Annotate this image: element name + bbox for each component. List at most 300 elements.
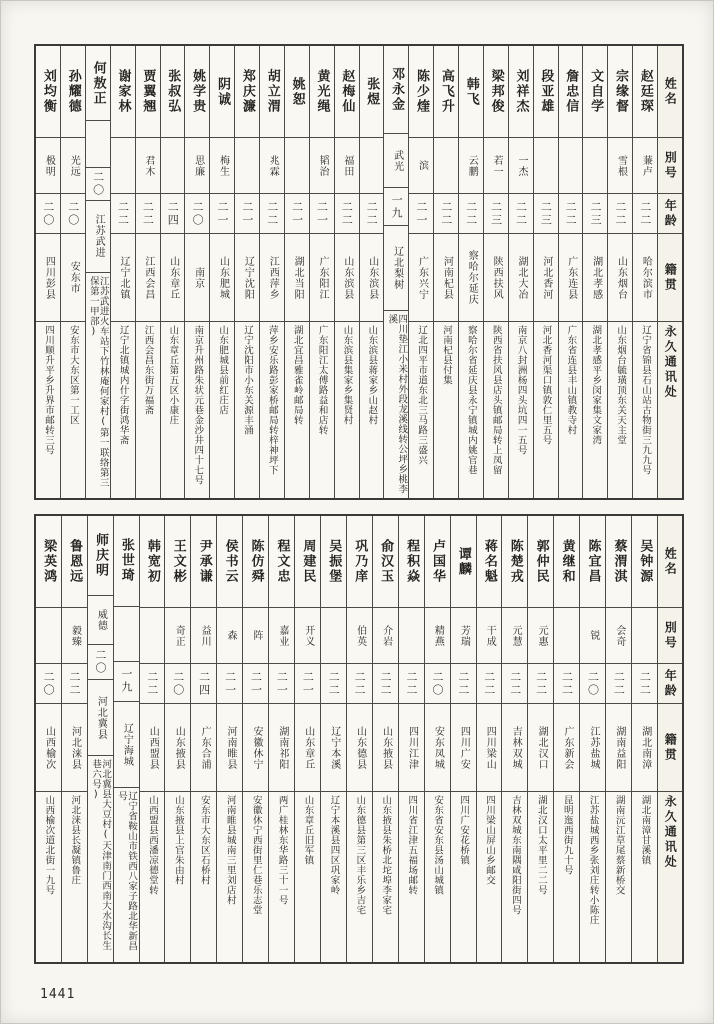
entry-origin-cell-text: 湖南益阳 xyxy=(613,725,625,770)
header-age-text: 年龄 xyxy=(663,668,678,699)
entry-name-cell xyxy=(451,516,476,608)
entry-address-cell-text: 辽宁北镇城内什字街鸿华斋 xyxy=(117,325,129,445)
entry-age-cell xyxy=(62,664,87,704)
entry-origin-cell xyxy=(136,234,160,322)
entry-column xyxy=(335,46,360,498)
entry-age-cell xyxy=(269,664,294,704)
entry-name-cell-text: 张世琦 xyxy=(118,538,134,584)
entry-column xyxy=(36,516,62,962)
entry-origin-cell-text: 湖北汉口 xyxy=(536,725,548,770)
entry-alias-cell-text: 元惠 xyxy=(536,624,548,647)
entry-column xyxy=(554,516,580,962)
entry-address-cell xyxy=(88,756,113,962)
entry-alias-cell-text: 威德 xyxy=(95,608,107,631)
header-address xyxy=(658,792,682,962)
header-age xyxy=(658,664,682,704)
entry-age-cell xyxy=(191,664,216,704)
entry-name-cell-text: 段亚雄 xyxy=(538,69,554,114)
entry-age-cell-text: 二二 xyxy=(514,200,528,227)
entry-alias-cell-text: 嘉业 xyxy=(276,624,288,647)
entry-address-cell-text: 四川垫江小米村外段龙溪线转公坪乡桃李溪 xyxy=(386,313,408,494)
entry-origin-cell-text: 河北涞县 xyxy=(69,725,81,770)
entry-origin-cell xyxy=(269,704,294,792)
entry-name-cell xyxy=(425,516,450,608)
entry-address-cell xyxy=(217,792,242,962)
entry-address-cell-text: 昆明迤西街九十号 xyxy=(561,795,573,875)
entry-name-cell xyxy=(502,516,527,608)
entry-origin-cell xyxy=(295,704,320,792)
entry-alias-cell xyxy=(384,134,408,188)
entry-address-cell-text: 江西会昌东街万福斋 xyxy=(142,325,154,415)
entry-alias-cell xyxy=(321,608,346,664)
entry-address-cell-text: 河南睢县城南三里刘店村 xyxy=(224,795,236,905)
entry-origin-cell xyxy=(384,226,408,310)
entry-age-cell-text: 二二 xyxy=(482,670,496,697)
entry-address-cell-text: 四川顺升平乡升界市邮转三号 xyxy=(43,325,55,455)
entry-origin-cell xyxy=(528,704,553,792)
entry-alias-cell-text: 兆霖 xyxy=(267,154,279,177)
entry-origin-cell-text: 陕西扶风 xyxy=(491,255,503,300)
entry-column xyxy=(459,46,484,498)
entry-origin-cell-text: 江西会昌 xyxy=(142,255,154,300)
entry-alias-cell-text: 滨 xyxy=(416,160,428,171)
entry-address-cell-text: 两广桂林东华路三十一号 xyxy=(276,795,288,905)
entry-address-cell-text: 陕西省扶风县店头镇邮局转上凤留 xyxy=(490,325,502,475)
entry-address-cell-text: 察哈尔省延庆县永宁镇城内姚官巷 xyxy=(465,325,477,475)
entry-address-cell xyxy=(61,322,85,498)
entry-age-cell-text: 二二 xyxy=(638,670,652,697)
entry-alias-cell xyxy=(347,608,372,664)
entry-age-cell-text: 二一 xyxy=(249,670,263,697)
entry-name-cell xyxy=(61,46,85,138)
entry-age-cell xyxy=(554,664,579,704)
entry-alias-cell-text: 元慧 xyxy=(510,624,522,647)
entry-origin-cell-text: 广东新会 xyxy=(562,725,574,770)
entry-alias-cell xyxy=(360,138,384,194)
entry-age-cell-text: 二二 xyxy=(327,670,341,697)
entry-origin-cell-text: 辽北梨树 xyxy=(391,246,403,291)
entry-address-cell xyxy=(285,322,309,498)
entry-origin-cell-text: 辽宁海城 xyxy=(121,722,133,767)
entry-age-cell-text: 二二 xyxy=(145,670,159,697)
entry-age-cell-text: 一九 xyxy=(119,668,133,695)
entry-origin-cell-text: 湖北南漳 xyxy=(639,725,651,770)
entry-origin-cell-text: 辽宁北镇 xyxy=(117,255,129,300)
entry-address-cell-text: 辽宁本溪县四区巩家岭 xyxy=(328,795,340,895)
entry-address-cell-text: 湖北孝感平乡闵家集文家湾 xyxy=(590,325,602,445)
entry-column xyxy=(451,516,477,962)
entry-origin-cell xyxy=(509,234,533,322)
entry-alias-cell xyxy=(235,138,259,194)
entry-age-cell xyxy=(451,664,476,704)
entry-age-cell-text: 二二 xyxy=(534,670,548,697)
entry-alias-cell xyxy=(61,138,85,194)
entry-origin-cell-text: 江苏武进 xyxy=(93,214,105,259)
entry-column xyxy=(243,516,269,962)
entry-origin-cell-text: 湖北当阳 xyxy=(292,255,304,300)
entry-address-cell xyxy=(335,322,359,498)
entry-alias-cell xyxy=(210,138,234,194)
entry-column xyxy=(191,516,217,962)
entry-address-cell xyxy=(36,792,61,962)
header-column xyxy=(658,516,682,962)
entry-name-cell xyxy=(409,46,433,138)
entry-age-cell-text: 二二 xyxy=(638,200,652,227)
entry-address-cell-text: 河北冀县大豆村(天津南门西南大水沟长生巷六号) xyxy=(90,759,112,951)
entry-origin-cell xyxy=(285,234,309,322)
entry-name-cell xyxy=(484,46,508,138)
header-address-text: 永久通讯处 xyxy=(663,325,678,400)
entry-name-cell-text: 韩飞 xyxy=(463,76,479,107)
header-origin-text: 籍贯 xyxy=(663,732,678,763)
entry-address-cell xyxy=(295,792,320,962)
entry-origin-cell xyxy=(477,704,502,792)
entry-name-cell-text: 文自学 xyxy=(588,69,604,114)
entry-alias-cell xyxy=(191,608,216,664)
entry-alias-cell xyxy=(217,608,242,664)
entry-alias-cell xyxy=(295,608,320,664)
entry-origin-cell xyxy=(580,704,605,792)
entry-address-cell xyxy=(360,322,384,498)
entry-name-cell-text: 谢家林 xyxy=(115,69,131,114)
entry-age-cell-text: 二四 xyxy=(166,200,180,227)
entry-alias-cell-text: 福田 xyxy=(341,154,353,177)
entry-name-cell xyxy=(165,516,190,608)
entry-name-cell xyxy=(583,46,607,138)
entry-age-cell-text: 二〇 xyxy=(93,648,107,675)
entry-address-cell-text: 山东滨县集家乡集贤村 xyxy=(341,325,353,425)
entry-alias-cell-text: 精燕 xyxy=(432,624,444,647)
entry-age-cell xyxy=(399,664,424,704)
entry-column xyxy=(285,46,310,498)
entry-column xyxy=(559,46,584,498)
entry-alias-cell xyxy=(36,138,60,194)
entry-age-cell xyxy=(235,194,259,234)
entry-origin-cell xyxy=(484,234,508,322)
entry-age-cell xyxy=(210,194,234,234)
entry-column xyxy=(165,516,191,962)
entry-address-cell xyxy=(111,322,135,498)
entry-column xyxy=(86,46,111,498)
entry-age-cell-text: 二〇 xyxy=(66,200,80,227)
entry-name-cell-text: 韩宽初 xyxy=(144,539,160,584)
header-alias-text: 別号 xyxy=(663,150,678,181)
entry-origin-cell xyxy=(335,234,359,322)
entry-age-cell xyxy=(335,194,359,234)
entry-address-cell-text: 山东章丘旧军镇 xyxy=(302,795,314,865)
entry-alias-cell-text: 奇正 xyxy=(173,624,185,647)
entry-origin-cell xyxy=(559,234,583,322)
entry-origin-cell-text: 吉林双城 xyxy=(510,725,522,770)
entry-age-cell-text: 二二 xyxy=(405,670,419,697)
entry-alias-cell xyxy=(451,608,476,664)
entry-origin-cell xyxy=(111,234,135,322)
entry-address-cell-text: 辽宁省鞍山市铁西八家子路北华新昌号 xyxy=(116,791,138,952)
entry-alias-cell xyxy=(140,608,165,664)
entry-age-cell xyxy=(36,194,60,234)
entry-age-cell xyxy=(502,664,527,704)
entry-age-cell xyxy=(86,168,110,201)
entry-alias-cell xyxy=(477,608,502,664)
entry-origin-cell xyxy=(360,234,384,322)
entry-age-cell xyxy=(360,194,384,234)
header-origin-text: 籍贯 xyxy=(663,262,678,293)
entry-address-cell xyxy=(409,322,433,498)
entry-address-cell xyxy=(608,322,632,498)
entry-name-cell xyxy=(217,516,242,608)
entry-address-cell-text: 安东省安东县汤山城镇 xyxy=(432,795,444,895)
entry-name-cell-text: 何敖正 xyxy=(90,60,106,106)
entry-origin-cell-text: 河南睢县 xyxy=(225,725,237,770)
entry-name-cell xyxy=(86,46,110,121)
entry-name-cell-text: 侯书云 xyxy=(222,539,238,584)
entry-name-cell-text: 赵廷琛 xyxy=(637,69,653,114)
header-alias-text: 別号 xyxy=(663,620,678,651)
entry-column xyxy=(161,46,186,498)
entry-address-cell-text: 安东市大东区石桥村 xyxy=(198,795,210,885)
entry-origin-cell-text: 山东滨县 xyxy=(366,255,378,300)
entry-origin-cell xyxy=(62,704,87,792)
entry-alias-cell xyxy=(425,608,450,664)
entry-name-cell xyxy=(114,516,139,607)
entry-column xyxy=(217,516,243,962)
entry-alias-cell-text: 武光 xyxy=(391,149,403,172)
entry-name-cell xyxy=(111,46,135,138)
entry-address-cell-text: 山东德县第三区丰乐乡吉宅 xyxy=(354,795,366,915)
entry-address-cell xyxy=(36,322,60,498)
entry-alias-cell xyxy=(136,138,160,194)
entry-address-cell xyxy=(243,792,268,962)
entry-name-cell-text: 卢国华 xyxy=(429,539,445,584)
entry-name-cell-text: 邓永金 xyxy=(389,67,405,113)
entry-origin-cell-text: 广东合浦 xyxy=(199,725,211,770)
entry-address-cell-text: 河北涞县长凝镇鲁庄 xyxy=(69,795,81,885)
entry-name-cell-text: 谭麟 xyxy=(455,546,471,577)
entry-address-cell xyxy=(140,792,165,962)
entry-age-cell xyxy=(285,194,309,234)
entry-alias-cell xyxy=(62,608,87,664)
entry-column xyxy=(528,516,554,962)
entry-age-cell-text: 二一 xyxy=(301,670,315,697)
entry-alias-cell xyxy=(260,138,284,194)
header-address-text: 永久通讯处 xyxy=(663,795,678,870)
entry-name-cell-text: 俞汉玉 xyxy=(378,539,394,584)
entry-name-cell xyxy=(509,46,533,138)
entry-age-cell xyxy=(580,664,605,704)
entry-alias-cell xyxy=(608,138,632,194)
entry-address-cell-text: 山西榆次道北街一九号 xyxy=(43,795,55,895)
entry-address-cell xyxy=(347,792,372,962)
entry-alias-cell-text: 锐 xyxy=(587,630,599,641)
entry-age-cell-text: 二〇 xyxy=(191,200,205,227)
entry-address-cell xyxy=(484,322,508,498)
entry-name-cell xyxy=(36,46,60,138)
entry-origin-cell xyxy=(434,234,458,322)
entry-age-cell xyxy=(632,664,657,704)
header-age-text: 年龄 xyxy=(663,198,678,229)
entry-address-cell-text: 湖北南漳甘溪镇 xyxy=(639,795,651,865)
header-alias xyxy=(658,138,682,194)
entry-age-cell-text: 二二 xyxy=(340,200,354,227)
entry-age-cell-text: 一九 xyxy=(390,193,404,220)
entry-address-cell xyxy=(235,322,259,498)
entry-alias-cell xyxy=(243,608,268,664)
entry-address-cell-text: 南京升州路朱状元巷金沙井四十七号 xyxy=(192,325,204,485)
entry-alias-cell xyxy=(285,138,309,194)
entry-age-cell xyxy=(136,194,160,234)
entry-origin-cell xyxy=(36,234,60,322)
entry-column xyxy=(210,46,235,498)
entry-age-cell xyxy=(484,194,508,234)
entry-origin-cell xyxy=(459,234,483,322)
entry-alias-cell xyxy=(633,138,657,194)
entry-age-cell xyxy=(61,194,85,234)
entry-name-cell-text: 郭仲民 xyxy=(533,539,549,584)
entry-name-cell-text: 蔡渭淇 xyxy=(611,539,627,584)
entry-age-cell xyxy=(161,194,185,234)
entry-address-cell-text: 江苏武进火车站下竹林庵何家村(第一联络第三保第一甲部) xyxy=(87,275,109,488)
entry-origin-cell-text: 安徽休宁 xyxy=(250,725,262,770)
entry-name-cell xyxy=(608,46,632,138)
entry-address-cell xyxy=(451,792,476,962)
entry-origin-cell-text: 四川江津 xyxy=(406,725,418,770)
entry-origin-cell-text: 山西盟县 xyxy=(147,725,159,770)
entry-address-cell-text: 江苏盐城西乡张刘庄转小陈庄 xyxy=(587,795,599,925)
entry-origin-cell-text: 安东市 xyxy=(68,261,80,294)
entry-alias-cell xyxy=(632,608,657,664)
entry-name-cell xyxy=(360,46,384,138)
header-address xyxy=(658,322,682,498)
entry-name-cell-text: 吴振堡 xyxy=(326,539,342,584)
entry-name-cell xyxy=(136,46,160,138)
entry-origin-cell xyxy=(61,234,85,322)
entry-origin-cell-text: 广东阳江 xyxy=(316,255,328,300)
entry-column xyxy=(321,516,347,962)
entry-name-cell-text: 黄光绳 xyxy=(314,69,330,114)
entry-origin-cell xyxy=(185,234,209,322)
entry-origin-cell-text: 安东凤城 xyxy=(432,725,444,770)
entry-name-cell xyxy=(528,516,553,608)
entry-alias-cell-text: 森 xyxy=(225,630,237,641)
entry-age-cell xyxy=(321,664,346,704)
entry-address-cell-text: 辽宁沈阳市小东关源丰涌 xyxy=(242,325,254,435)
entry-name-cell xyxy=(140,516,165,608)
entry-age-cell-text: 二四 xyxy=(197,670,211,697)
entry-address-cell-text: 辽宁省锦县石山站古物街三九九号 xyxy=(640,325,652,475)
entry-origin-cell xyxy=(425,704,450,792)
entry-name-cell xyxy=(310,46,334,138)
entry-age-cell-text: 二二 xyxy=(141,200,155,227)
entry-name-cell-text: 宗缘督 xyxy=(613,69,628,114)
entry-address-cell-text: 山东掖县朱桥北坨埠李家宅 xyxy=(380,795,392,915)
entry-address-cell xyxy=(210,322,234,498)
entry-name-cell-text: 贾翼翘 xyxy=(140,69,156,114)
entry-origin-cell-text: 山东德县 xyxy=(354,725,366,770)
entry-age-cell-text: 二二 xyxy=(560,670,574,697)
entry-name-cell-text: 赵梅仙 xyxy=(339,69,355,114)
entry-alias-cell-text: 会奇 xyxy=(613,624,625,647)
entry-address-cell xyxy=(583,322,607,498)
entry-column xyxy=(347,516,373,962)
entry-origin-cell-text: 山东章丘 xyxy=(167,255,179,300)
entry-address-cell xyxy=(459,322,483,498)
entry-origin-cell-text: 广东连县 xyxy=(565,255,577,300)
entry-address-cell-text: 湖北汉口太平里二二号 xyxy=(535,795,547,895)
entry-alias-cell xyxy=(310,138,334,194)
entry-column xyxy=(509,46,534,498)
entry-age-cell xyxy=(310,194,334,234)
entry-alias-cell xyxy=(484,138,508,194)
entry-address-cell xyxy=(310,322,334,498)
entry-address-cell-text: 辽北四平市道东北三马路三盛兴 xyxy=(416,325,428,465)
entry-name-cell xyxy=(235,46,259,138)
entry-origin-cell xyxy=(260,234,284,322)
entry-alias-cell xyxy=(373,608,398,664)
entry-name-cell xyxy=(477,516,502,608)
entry-age-cell xyxy=(114,662,139,702)
entry-name-cell-text: 巩乃庠 xyxy=(352,539,368,584)
entry-age-cell xyxy=(111,194,135,234)
entry-name-cell xyxy=(534,46,558,138)
entry-address-cell xyxy=(384,311,408,498)
entry-name-cell-text: 陈楚戎 xyxy=(507,539,523,584)
entry-age-cell-text: 二〇 xyxy=(586,670,600,697)
entry-column xyxy=(310,46,335,498)
entry-address-cell xyxy=(434,322,458,498)
entry-age-cell xyxy=(140,664,165,704)
entry-name-cell-text: 鲁恩远 xyxy=(67,539,83,584)
header-column xyxy=(658,46,682,498)
entry-address-cell-text: 河北香河渠口镇敦仁里五号 xyxy=(540,325,552,445)
entry-age-cell-text: 二二 xyxy=(68,670,82,697)
entry-alias-cell xyxy=(509,138,533,194)
entry-column xyxy=(409,46,434,498)
entry-age-cell xyxy=(509,194,533,234)
entry-address-cell-text: 广东省连县丰山镇教寺村 xyxy=(565,325,577,435)
entry-column xyxy=(477,516,503,962)
entry-origin-cell xyxy=(321,704,346,792)
entry-name-cell xyxy=(559,46,583,138)
entry-origin-cell-text: 山东掖县 xyxy=(173,725,185,770)
entry-name-cell-text: 姚学贵 xyxy=(190,69,206,114)
entry-column xyxy=(399,516,425,962)
entry-name-cell-text: 郑庆濂 xyxy=(239,69,255,114)
entry-origin-cell-text: 四川梁山 xyxy=(484,725,496,770)
entry-address-cell xyxy=(509,322,533,498)
entry-origin-cell-text: 辽宁本溪 xyxy=(328,725,340,770)
entry-column xyxy=(608,46,633,498)
entry-alias-cell-text: 一杰 xyxy=(515,154,527,177)
entry-name-cell xyxy=(295,516,320,608)
page-number: 1441 xyxy=(40,987,76,1002)
entry-name-cell xyxy=(185,46,209,138)
entry-address-cell xyxy=(399,792,424,962)
entry-column xyxy=(62,516,88,962)
entry-column xyxy=(36,46,61,498)
entry-name-cell xyxy=(606,516,631,608)
entry-age-cell-text: 二二 xyxy=(613,200,627,227)
entry-origin-cell-text: 河南杞县 xyxy=(441,255,453,300)
entry-address-cell xyxy=(633,322,657,498)
entry-age-cell-text: 二一 xyxy=(215,200,229,227)
entry-origin-cell-text: 湖北孝感 xyxy=(590,255,602,300)
entry-address-cell xyxy=(477,792,502,962)
entry-origin-cell-text: 山东章丘 xyxy=(302,725,314,770)
entry-age-cell xyxy=(260,194,284,234)
entry-origin-cell-text: 山东滨县 xyxy=(341,255,353,300)
entry-name-cell xyxy=(580,516,605,608)
entry-column xyxy=(606,516,632,962)
